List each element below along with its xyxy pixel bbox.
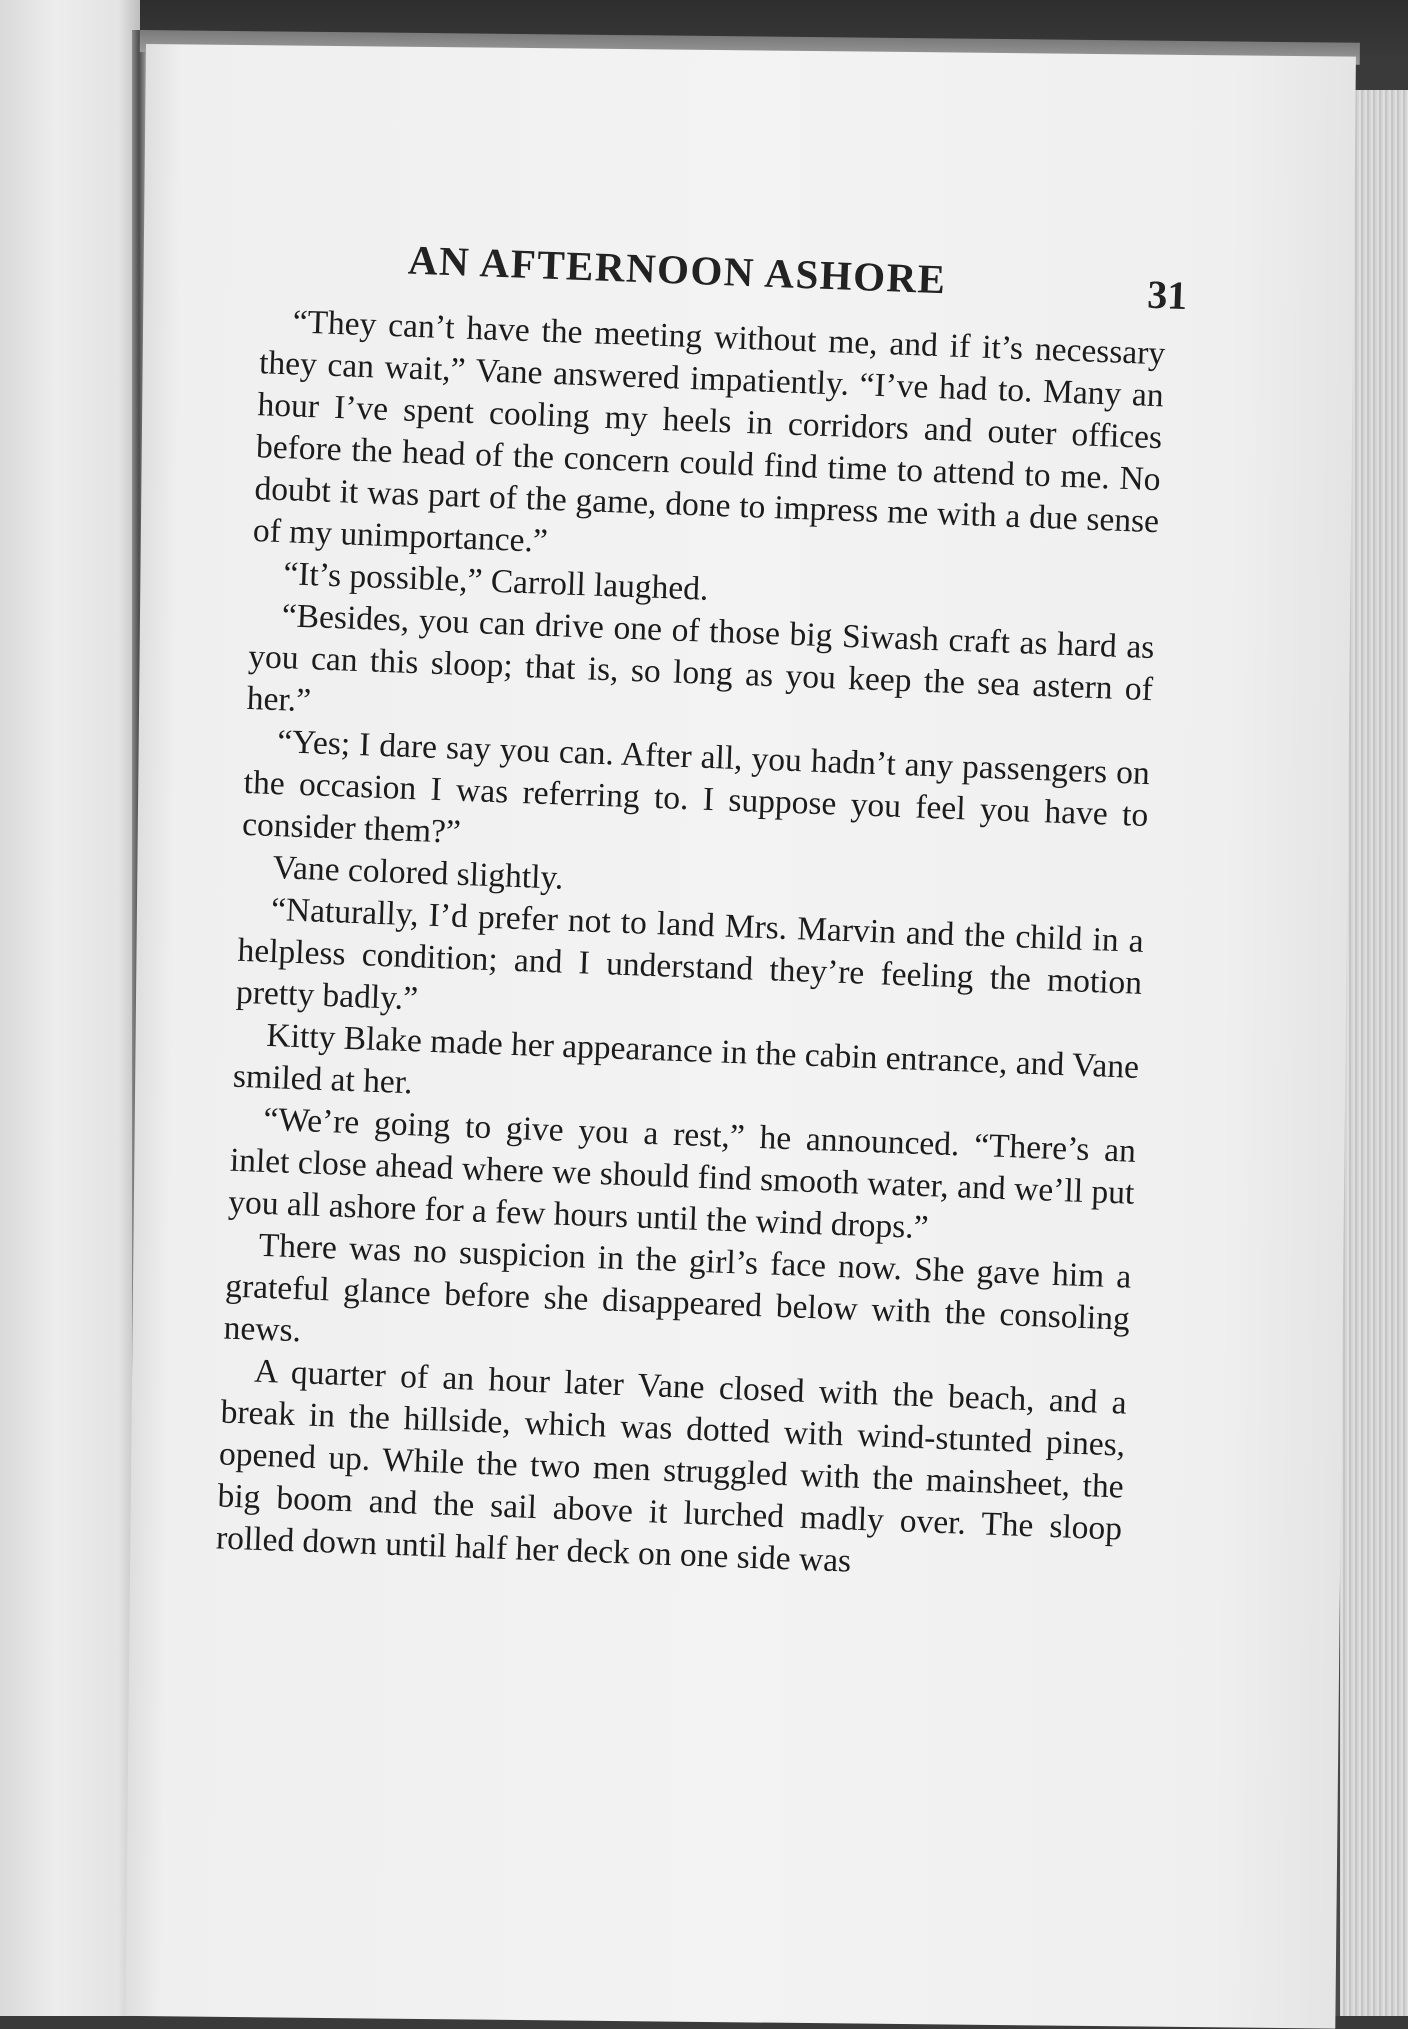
page-number: 31 [1146,271,1189,319]
book-page [125,44,1356,2029]
paragraph: “Besides, you can drive one of those big Siwash craft as hard as you can this sloop; that is, so long as you keep the sea astern of her.” [246,597,1156,720]
text-block [215,230,1189,1592]
paragraph: “Naturally, I’d prefer not to land Mrs. Marvin and the child in a helpless condition; and I understand they’re feeling the motion pretty badly.” [235,890,1145,1018]
paragraph: “They can’t have the meeting without me, and if it’s necessary they can wait,” Vane answered impatiently. “I’ve had to. Many an hour I’ve spent cooling my heels in corridors and outer offices before the head of the concern could find time to attend to me. No doubt it was part of the game, done to impress me with a due sense of my unimportance.” [252,303,1166,560]
paragraph: Kitty Blake made her appearance in the cabin entrance, and Vane smiled at her. [232,1016,1140,1102]
paragraph: “It’s possible,” Carroll laughed. [282,555,710,608]
facing-page-edge [0,0,140,2016]
paragraph: A quarter of an hour later Vane closed with the beach, and a break in the hillside, which was dotted with wind-stunted pines, opened up. While the two men struggled with the mainsheet, the big boom and the sail above it lurched madly over. The sloop rolled down until half her deck on one side was [215,1352,1128,1580]
running-title: AN AFTERNOON ASHORE [407,236,948,303]
paragraph: Vane colored slightly. [272,849,565,897]
paragraph: “We’re going to give you a rest,” he announced. “There’s an inlet close ahead where we should find smooth water, and we’ll put you all ashore for a few hours until the wind drops.” [227,1100,1137,1247]
paragraph: “Yes; I dare say you can. After all, you hadn’t any passengers on the occasion I was referring to. I suppose you feel you have to consider them?” [241,723,1151,851]
paragraph: There was no suspicion in the girl’s face now. She gave him a grateful glance before she disappeared below with the consoling news. [223,1226,1132,1350]
